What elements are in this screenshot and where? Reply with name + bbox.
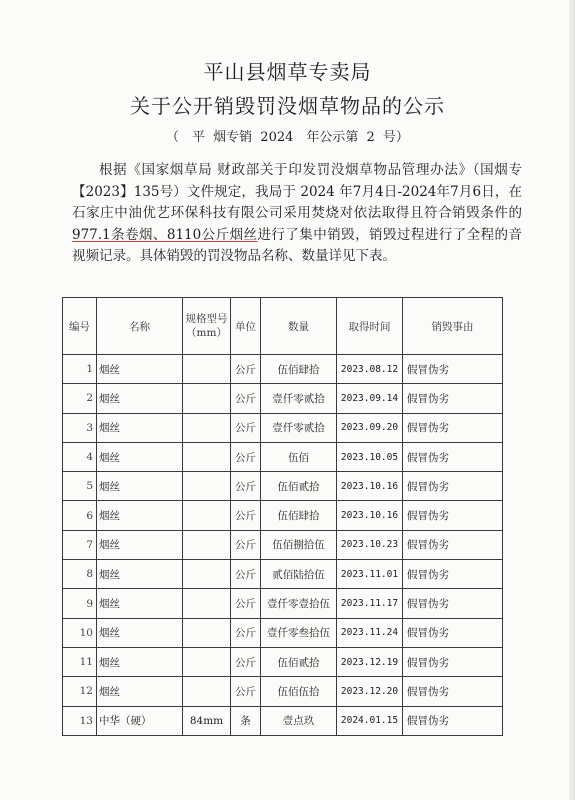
cell-name: 烟丝 bbox=[97, 472, 183, 501]
table-row bbox=[63, 501, 503, 530]
table-row bbox=[63, 355, 503, 384]
table-row bbox=[63, 442, 503, 471]
cell-no: 6 bbox=[63, 501, 97, 530]
cell-no: 1 bbox=[63, 355, 97, 384]
cell-reason: 假冒伪劣 bbox=[403, 677, 503, 706]
cell-qty: 伍佰贰拾 bbox=[261, 647, 337, 676]
document-number: （ 平 烟专销 2024 年公示第 2 号） bbox=[166, 130, 409, 145]
table-row bbox=[63, 589, 503, 618]
scan-edge bbox=[569, 0, 575, 800]
paragraph-text-part2: 进行了集中销毁，销毁过程进行了全程的音视频记录。具体销毁的罚没物品名称、数量详见下表。 bbox=[72, 226, 522, 264]
cell-name: 烟丝 bbox=[97, 530, 183, 559]
cell-qty: 伍佰捌拾伍 bbox=[261, 530, 337, 559]
cell-reason: 假冒伪劣 bbox=[403, 618, 503, 647]
table-row bbox=[63, 560, 503, 589]
cell-no: 3 bbox=[63, 413, 97, 442]
cell-no: 13 bbox=[63, 706, 97, 735]
cell-name: 烟丝 bbox=[97, 589, 183, 618]
cell-unit: 条 bbox=[231, 706, 261, 735]
cell-spec bbox=[183, 677, 231, 706]
cell-no: 2 bbox=[63, 384, 97, 413]
table-row bbox=[63, 472, 503, 501]
cell-reason: 假冒伪劣 bbox=[403, 472, 503, 501]
table-row bbox=[63, 647, 503, 676]
cell-no: 10 bbox=[63, 618, 97, 647]
cell-spec bbox=[183, 442, 231, 471]
table-row bbox=[63, 413, 503, 442]
cell-no: 8 bbox=[63, 560, 97, 589]
cell-qty: 壹仟零贰拾 bbox=[261, 384, 337, 413]
cell-name: 烟丝 bbox=[97, 355, 183, 384]
cell-date: 2023.10.23 bbox=[337, 530, 403, 559]
cell-spec bbox=[183, 589, 231, 618]
cell-qty: 贰佰陆拾伍 bbox=[261, 560, 337, 589]
cell-reason: 假冒伪劣 bbox=[403, 530, 503, 559]
cell-qty: 壹仟零叁拾伍 bbox=[261, 618, 337, 647]
cell-date: 2023.10.16 bbox=[337, 472, 403, 501]
cell-name: 烟丝 bbox=[97, 618, 183, 647]
cell-date: 2023.11.17 bbox=[337, 589, 403, 618]
cell-no: 7 bbox=[63, 530, 97, 559]
cell-name: 烟丝 bbox=[97, 384, 183, 413]
notice-title: 关于公开销毁罚没烟草物品的公示 bbox=[130, 94, 445, 118]
cell-spec bbox=[183, 530, 231, 559]
cell-no: 11 bbox=[63, 647, 97, 676]
table-row bbox=[63, 618, 503, 647]
table-header-row bbox=[63, 298, 503, 355]
cell-date: 2023.10.16 bbox=[337, 501, 403, 530]
cell-qty: 壹仟零贰拾 bbox=[261, 413, 337, 442]
cell-date: 2023.08.12 bbox=[337, 355, 403, 384]
header-qty: 数量 bbox=[261, 298, 337, 355]
cell-name: 烟丝 bbox=[97, 442, 183, 471]
cell-spec bbox=[183, 413, 231, 442]
cell-unit: 公斤 bbox=[231, 647, 261, 676]
cell-unit: 公斤 bbox=[231, 618, 261, 647]
cell-unit: 公斤 bbox=[231, 677, 261, 706]
header-unit: 单位 bbox=[231, 298, 261, 355]
cell-spec bbox=[183, 647, 231, 676]
table-row bbox=[63, 530, 503, 559]
cell-date: 2023.11.24 bbox=[337, 618, 403, 647]
confiscated-items-table bbox=[62, 297, 503, 736]
cell-unit: 公斤 bbox=[231, 560, 261, 589]
cell-no: 12 bbox=[63, 677, 97, 706]
cell-date: 2023.10.05 bbox=[337, 442, 403, 471]
destroyed-quantity-highlight: 977.1条卷烟、8110公斤烟丝 bbox=[72, 226, 258, 243]
cell-unit: 公斤 bbox=[231, 472, 261, 501]
cell-qty: 壹点玖 bbox=[261, 706, 337, 735]
cell-reason: 假冒伪劣 bbox=[403, 589, 503, 618]
cell-reason: 假冒伪劣 bbox=[403, 706, 503, 735]
cell-spec: 84mm bbox=[183, 706, 231, 735]
header-spec: 规格型号（mm） bbox=[183, 298, 231, 355]
cell-spec bbox=[183, 355, 231, 384]
cell-unit: 公斤 bbox=[231, 501, 261, 530]
cell-date: 2023.09.14 bbox=[337, 384, 403, 413]
cell-unit: 公斤 bbox=[231, 530, 261, 559]
cell-spec bbox=[183, 472, 231, 501]
cell-name: 中华（硬） bbox=[97, 706, 183, 735]
cell-qty: 壹仟零壹拾伍 bbox=[261, 589, 337, 618]
cell-unit: 公斤 bbox=[231, 384, 261, 413]
cell-spec bbox=[183, 560, 231, 589]
cell-date: 2023.12.20 bbox=[337, 677, 403, 706]
header-name: 名称 bbox=[97, 298, 183, 355]
cell-name: 烟丝 bbox=[97, 413, 183, 442]
header-no: 编号 bbox=[63, 298, 97, 355]
cell-name: 烟丝 bbox=[97, 677, 183, 706]
cell-reason: 假冒伪劣 bbox=[403, 355, 503, 384]
table-row bbox=[63, 706, 503, 735]
cell-spec bbox=[183, 501, 231, 530]
cell-no: 4 bbox=[63, 442, 97, 471]
cell-date: 2024.01.15 bbox=[337, 706, 403, 735]
cell-name: 烟丝 bbox=[97, 560, 183, 589]
cell-qty: 伍佰贰拾 bbox=[261, 472, 337, 501]
cell-reason: 假冒伪劣 bbox=[403, 442, 503, 471]
cell-qty: 伍佰伍拾 bbox=[261, 677, 337, 706]
cell-spec bbox=[183, 618, 231, 647]
cell-reason: 假冒伪劣 bbox=[403, 413, 503, 442]
agency-title: 平山县烟草专卖局 bbox=[203, 60, 372, 84]
cell-date: 2023.09.20 bbox=[337, 413, 403, 442]
cell-no: 5 bbox=[63, 472, 97, 501]
header-date: 取得时间 bbox=[337, 298, 403, 355]
cell-no: 9 bbox=[63, 589, 97, 618]
cell-name: 烟丝 bbox=[97, 647, 183, 676]
paragraph-text-part1: 根据《国家烟草局 财政部关于印发罚没烟草物品管理办法》（国烟专【2023】135号）文件规定，我局于 2024 年7月4日-2024年7月6日，在石家庄中油优艺环保科技有限公司采用焚烧对依法取得且符合销毁条件的 bbox=[72, 162, 522, 221]
cell-date: 2023.12.19 bbox=[337, 647, 403, 676]
cell-reason: 假冒伪劣 bbox=[403, 560, 503, 589]
cell-date: 2023.11.01 bbox=[337, 560, 403, 589]
notice-body bbox=[72, 160, 522, 268]
cell-qty: 伍佰肆拾 bbox=[261, 501, 337, 530]
cell-qty: 伍佰肆拾 bbox=[261, 355, 337, 384]
cell-reason: 假冒伪劣 bbox=[403, 501, 503, 530]
table-row bbox=[63, 677, 503, 706]
header-reason: 销毁事由 bbox=[403, 298, 503, 355]
cell-name: 烟丝 bbox=[97, 501, 183, 530]
cell-reason: 假冒伪劣 bbox=[403, 384, 503, 413]
cell-reason: 假冒伪劣 bbox=[403, 647, 503, 676]
cell-spec bbox=[183, 384, 231, 413]
cell-unit: 公斤 bbox=[231, 413, 261, 442]
table-row bbox=[63, 384, 503, 413]
cell-unit: 公斤 bbox=[231, 589, 261, 618]
cell-unit: 公斤 bbox=[231, 355, 261, 384]
cell-qty: 伍佰 bbox=[261, 442, 337, 471]
cell-unit: 公斤 bbox=[231, 442, 261, 471]
notice-paragraph bbox=[72, 160, 522, 268]
